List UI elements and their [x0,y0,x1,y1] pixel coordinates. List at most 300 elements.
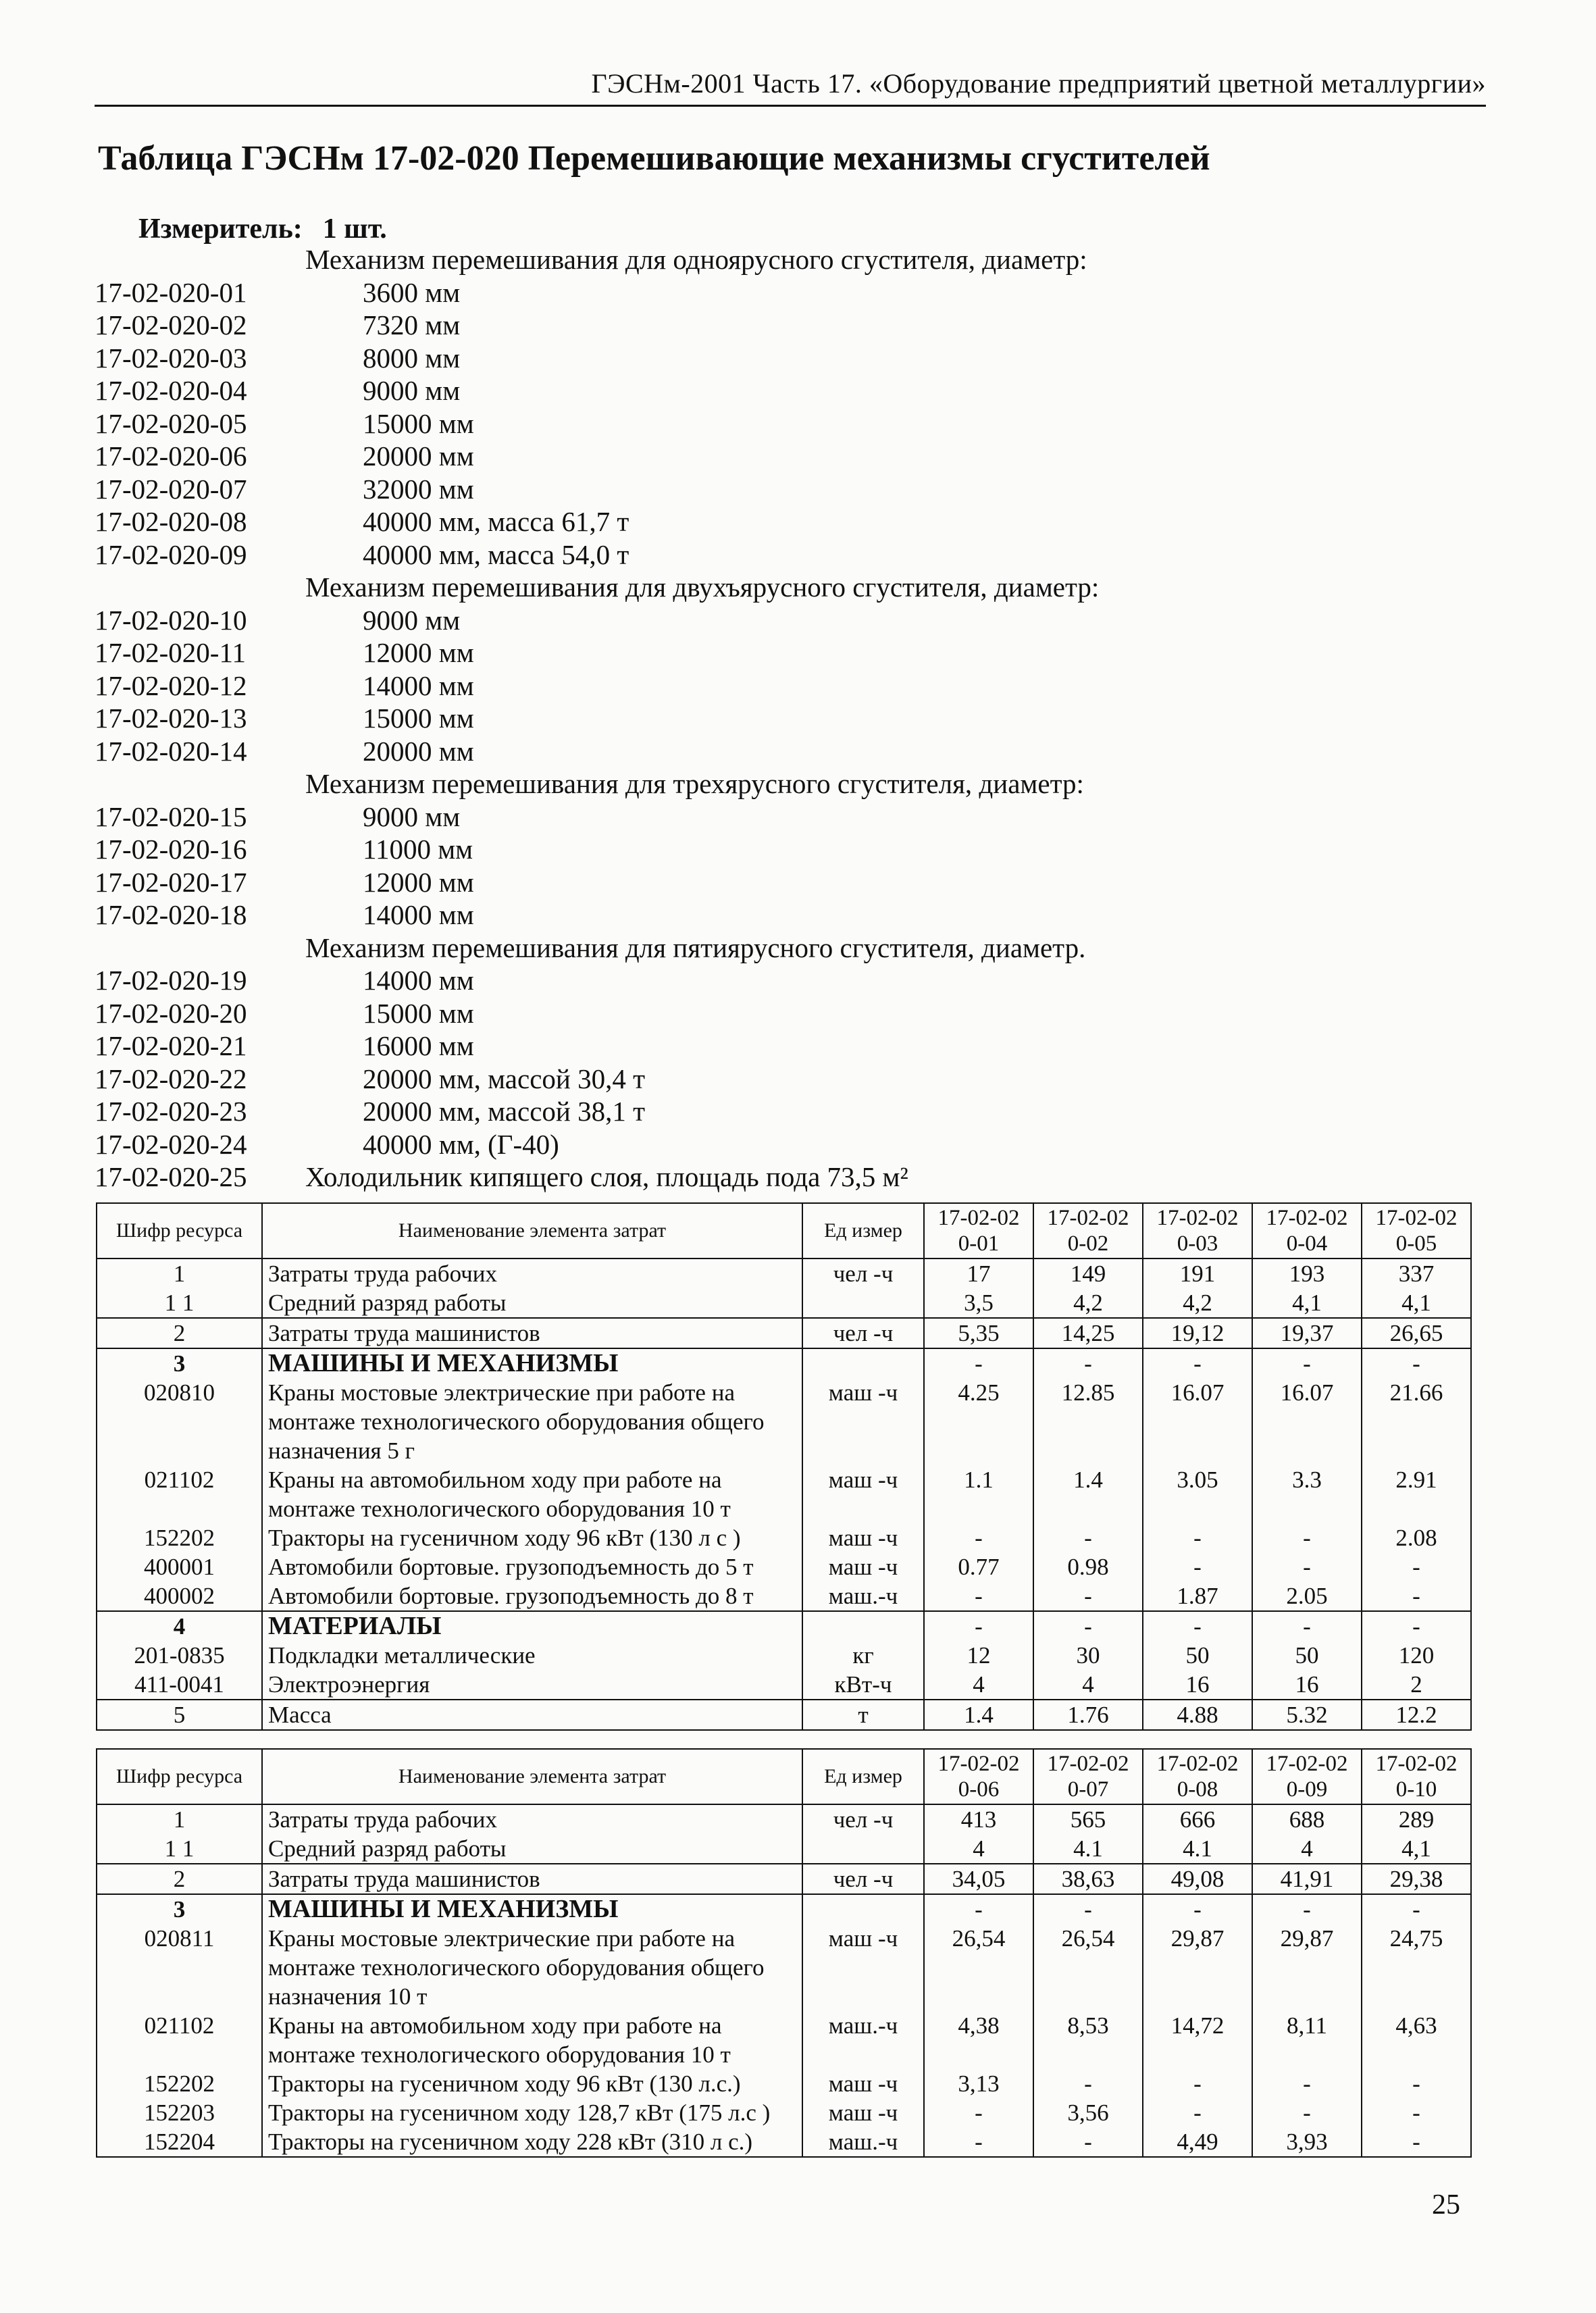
unit-of-measure: чел -ч [802,1864,924,1894]
table-row [97,1670,1471,1700]
norm-value: - [1252,1348,1362,1378]
item-description: 15000 мм [363,407,474,439]
norm-value: 4,1 [1252,1288,1362,1318]
table-row [97,2098,1471,2127]
norm-value: 12.2 [1362,1700,1471,1730]
norm-value: 26,54 [1033,1924,1143,2011]
table-title: Таблица ГЭСНм 17-02-020 Перемешивающие механизмы сгустителей [98,139,1210,178]
item-code: 17-02-020-23 [95,1096,247,1127]
item-code: 17-02-020-22 [95,1063,247,1094]
item-code: 17-02-020-19 [95,965,247,996]
norm-value: 4,2 [1143,1288,1252,1318]
code-line [95,800,1445,834]
norm-value: - [1143,1611,1252,1641]
norm-value: 2 [1362,1670,1471,1700]
code-line [95,342,1445,375]
cost-element-name: Масса [262,1700,802,1730]
item-code: 17-02-020-06 [95,440,247,472]
cost-element-name: Краны на автомобильном ходу при работе на монтаже технологического оборудования 10 т [262,2011,802,2069]
item-code: 17-02-020-21 [95,1030,247,1061]
norm-value: 19,12 [1143,1318,1252,1348]
code-line [95,1095,1445,1128]
header-code: Шифр ресурса [97,1203,262,1259]
resource-code: 020811 [97,1924,262,2011]
norm-value: - [1033,1611,1143,1641]
page-number: 25 [1432,2189,1460,2220]
norm-value: 1.87 [1143,1581,1252,1611]
header-norm-code: 17-02-020-03 [1143,1203,1252,1259]
cost-element-name: МАШИНЫ И МЕХАНИЗМЫ [262,1348,802,1378]
unit-of-measure [802,1611,924,1641]
norm-value: - [1252,2069,1362,2098]
item-description: 15000 мм [363,997,474,1029]
norm-value: - [1143,1523,1252,1552]
resource-code: 2 [97,1318,262,1348]
norm-value: - [1143,2069,1252,2098]
item-description: 14000 мм [363,965,474,996]
table-row [97,1581,1471,1611]
unit-of-measure: маш -ч [802,2098,924,2127]
code-line [95,440,1445,473]
norm-value: 12.85 [1033,1378,1143,1465]
norm-value: 4,2 [1033,1288,1143,1318]
code-line [95,1161,1445,1194]
norm-value: 0.98 [1033,1552,1143,1581]
resource-code: 411-0041 [97,1670,262,1700]
cost-element-name: Краны на автомобильном ходу при работе на монтаже технологического оборудования 10 т [262,1465,802,1523]
norm-value: 4 [1252,1834,1362,1864]
item-description: 11000 мм [363,834,473,865]
group-heading-text: Механизм перемешивания для пятиярусного сгустителя, диаметр. [305,932,1086,963]
norm-value: 0.77 [924,1552,1033,1581]
norm-value: - [924,2098,1033,2127]
norm-value: - [1362,2127,1471,2157]
cost-element-name: Затраты труда машинистов [262,1864,802,1894]
norm-value: 16 [1143,1670,1252,1700]
norm-value: 1.76 [1033,1700,1143,1730]
resource-code: 1 [97,1804,262,1834]
resource-code: 1 [97,1259,262,1288]
norm-value: 17 [924,1259,1033,1288]
norm-value: - [1252,1611,1362,1641]
table-row [97,1611,1471,1641]
code-line [95,604,1445,637]
item-description: 16000 мм [363,1030,474,1061]
cost-element-name: Тракторы на гусеничном ходу 96 кВт (130 л с ) [262,1523,802,1552]
unit-of-measure: маш.-ч [802,2127,924,2157]
norm-value: - [1033,1894,1143,1924]
norm-value: 1.1 [924,1465,1033,1523]
code-line [95,1030,1445,1063]
measure-label: Измеритель: [138,213,303,245]
norm-value: 29,87 [1252,1924,1362,2011]
norm-value: - [1362,1581,1471,1611]
unit-of-measure [802,1834,924,1864]
norm-value: 29,87 [1143,1924,1252,2011]
norm-value: 4,38 [924,2011,1033,2069]
resource-code: 3 [97,1894,262,1924]
norm-value: 5,35 [924,1318,1033,1348]
code-line [95,374,1445,407]
unit-of-measure: чел -ч [802,1318,924,1348]
item-code: 17-02-020-13 [95,703,247,734]
norm-value: - [924,1611,1033,1641]
item-description: 40000 мм, масса 54,0 т [363,538,629,570]
table-row [97,1348,1471,1378]
table-row [97,2011,1471,2069]
code-line [95,997,1445,1030]
item-description: 15000 мм [363,703,474,734]
norm-value: - [924,1894,1033,1924]
resource-code: 1 1 [97,1288,262,1318]
code-line [95,473,1445,506]
measure-value: 1 шт. [322,213,387,245]
cost-element-name: Краны мостовые электрические при работе на монтаже технологического оборудования общего назначения 5 г [262,1378,802,1465]
norm-value: 191 [1143,1259,1252,1288]
code-line [95,669,1445,703]
norm-value: - [924,2127,1033,2157]
item-code: 17-02-020-15 [95,800,247,832]
resource-table-1 [96,1202,1472,1731]
table-row [97,1378,1471,1465]
norm-value: - [1252,1523,1362,1552]
code-list [95,243,1445,1194]
header-norm-code: 17-02-020-01 [924,1203,1033,1259]
norm-value: - [1252,1894,1362,1924]
resource-code: 201-0835 [97,1641,262,1670]
code-line [95,309,1445,342]
item-description: 8000 мм [363,342,461,374]
item-description: Холодильник кипящего слоя, площадь пода 73,5 м² [305,1161,908,1192]
resource-code: 2 [97,1864,262,1894]
header-norm-code: 17-02-020-02 [1033,1203,1143,1259]
header-unit: Ед измер [802,1203,924,1259]
item-code: 17-02-020-16 [95,834,247,865]
norm-value: 4,63 [1362,2011,1471,2069]
norm-value: - [1033,2069,1143,2098]
norm-value: 1.4 [924,1700,1033,1730]
norm-value: 413 [924,1804,1033,1834]
item-code: 17-02-020-11 [95,637,246,668]
resource-code: 152203 [97,2098,262,2127]
cost-element-name: Затраты труда машинистов [262,1318,802,1348]
table-row [97,1834,1471,1864]
item-description: 14000 мм [363,669,474,701]
norm-value: 38,63 [1033,1864,1143,1894]
norm-value: 337 [1362,1259,1471,1288]
unit-of-measure: кВт-ч [802,1670,924,1700]
cost-element-name: Тракторы на гусеничном ходу 128,7 кВт (175 л.с ) [262,2098,802,2127]
code-line [95,735,1445,768]
norm-value: - [924,1523,1033,1552]
norm-value: 49,08 [1143,1864,1252,1894]
norm-value: 2.91 [1362,1465,1471,1523]
norm-value: 30 [1033,1641,1143,1670]
norm-value: 16.07 [1252,1378,1362,1465]
item-code: 17-02-020-14 [95,735,247,767]
item-description: 20000 мм, массой 30,4 т [363,1063,646,1094]
norm-value: 50 [1252,1641,1362,1670]
norm-value: 8,11 [1252,2011,1362,2069]
table-row [97,2127,1471,2157]
table-row [97,1924,1471,2011]
norm-value: 4.25 [924,1378,1033,1465]
group-heading-text: Механизм перемешивания для двухъярусного сгустителя, диаметр: [305,571,1100,603]
code-line [95,866,1445,899]
unit-of-measure: маш -ч [802,1465,924,1523]
group-heading-text: Механизм перемешивания для трехярусного сгустителя, диаметр: [305,768,1084,799]
code-line [95,702,1445,735]
norm-value: 24,75 [1362,1924,1471,2011]
item-code: 17-02-020-02 [95,309,247,340]
item-code: 17-02-020-12 [95,669,247,701]
cost-element-name: Тракторы на гусеничном ходу 228 кВт (310 л с.) [262,2127,802,2157]
table-row [97,1288,1471,1318]
group-heading-text: Механизм перемешивания для одноярусного сгустителя, диаметр: [305,244,1087,275]
norm-value: 193 [1252,1259,1362,1288]
item-code: 17-02-020-03 [95,342,247,374]
table-row [97,1804,1471,1834]
norm-value: 4,49 [1143,2127,1252,2157]
unit-of-measure: т [802,1700,924,1730]
group-heading [95,243,1445,276]
code-line [95,276,1445,309]
norm-value: - [1143,2098,1252,2127]
resource-code: 5 [97,1700,262,1730]
code-line [95,407,1445,440]
item-code: 17-02-020-18 [95,899,247,930]
cost-element-name: Затраты труда рабочих [262,1259,802,1288]
norm-value: 3.05 [1143,1465,1252,1523]
norm-value: 19,37 [1252,1318,1362,1348]
norm-value: - [924,1348,1033,1378]
cost-element-name: Автомобили бортовые. грузоподъемность до 8 т [262,1581,802,1611]
norm-value: 3,5 [924,1288,1033,1318]
item-code: 17-02-020-10 [95,604,247,636]
norm-value: 3,13 [924,2069,1033,2098]
norm-value: - [1033,1523,1143,1552]
running-header: ГЭСНм-2001 Часть 17. «Оборудование предприятий цветной металлургии» [95,68,1486,107]
norm-value: 688 [1252,1804,1362,1834]
item-description: 9000 мм [363,375,461,406]
item-code: 17-02-020-01 [95,276,247,308]
table-row [97,1894,1471,1924]
norm-value: - [1362,1552,1471,1581]
table-row [97,1864,1471,1894]
header-name: Наименование элемента затрат [262,1749,802,1804]
resource-code: 3 [97,1348,262,1378]
norm-value: 1.4 [1033,1465,1143,1523]
norm-value: 565 [1033,1804,1143,1834]
norm-value: 5.32 [1252,1700,1362,1730]
code-line [95,505,1445,538]
resource-code: 020810 [97,1378,262,1465]
norm-value: 4,1 [1362,1288,1471,1318]
item-description: 20000 мм [363,440,474,472]
table-row [97,2069,1471,2098]
header-unit: Ед измер [802,1749,924,1804]
norm-value: 3.3 [1252,1465,1362,1523]
item-description: 7320 мм [363,309,461,340]
group-heading [95,571,1445,604]
norm-value: - [1143,1894,1252,1924]
norm-value: - [1362,1348,1471,1378]
norm-value: 4,1 [1362,1834,1471,1864]
norm-value: 2.08 [1362,1523,1471,1552]
unit-of-measure: маш.-ч [802,2011,924,2069]
norm-value: - [1362,1611,1471,1641]
cost-element-name: МАШИНЫ И МЕХАНИЗМЫ [262,1894,802,1924]
code-line [95,538,1445,571]
norm-value: 3,93 [1252,2127,1362,2157]
group-heading [95,932,1445,965]
unit-of-measure: маш -ч [802,2069,924,2098]
item-description: 3600 мм [363,276,461,308]
header-norm-code: 17-02-020-09 [1252,1749,1362,1804]
unit-of-measure [802,1894,924,1924]
item-code: 17-02-020-24 [95,1128,247,1160]
norm-value: 4.1 [1143,1834,1252,1864]
item-code: 17-02-020-17 [95,866,247,898]
unit-of-measure: чел -ч [802,1259,924,1288]
table-row [97,1259,1471,1288]
norm-value: - [1033,1581,1143,1611]
table-row [97,1700,1471,1730]
measure-line [138,213,407,245]
group-heading [95,767,1445,800]
norm-value: 4.88 [1143,1700,1252,1730]
norm-value: 12 [924,1641,1033,1670]
cost-element-name: Средний разряд работы [262,1288,802,1318]
table-row [97,1523,1471,1552]
resource-code: 400002 [97,1581,262,1611]
item-description: 12000 мм [363,866,474,898]
resource-code: 152202 [97,1523,262,1552]
unit-of-measure [802,1348,924,1378]
code-line [95,964,1445,997]
cost-element-name: Затраты труда рабочих [262,1804,802,1834]
table-header-row [97,1203,1471,1259]
item-description: 40000 мм, масса 61,7 т [363,506,629,537]
header-norm-code: 17-02-020-06 [924,1749,1033,1804]
unit-of-measure: кг [802,1641,924,1670]
item-code: 17-02-020-20 [95,997,247,1029]
resource-code: 4 [97,1611,262,1641]
norm-value: 8,53 [1033,2011,1143,2069]
cost-element-name: Средний разряд работы [262,1834,802,1864]
norm-value: - [1143,1552,1252,1581]
norm-value: 14,25 [1033,1318,1143,1348]
cost-element-name: МАТЕРИАЛЫ [262,1611,802,1641]
item-description: 20000 мм [363,735,474,767]
table-row [97,1641,1471,1670]
norm-value: 26,65 [1362,1318,1471,1348]
header-norm-code: 17-02-020-05 [1362,1203,1471,1259]
table-row [97,1552,1471,1581]
header-norm-code: 17-02-020-10 [1362,1749,1471,1804]
norm-value: - [924,1581,1033,1611]
unit-of-measure: маш -ч [802,1523,924,1552]
norm-value: 16.07 [1143,1378,1252,1465]
resource-code: 1 1 [97,1834,262,1864]
norm-value: 41,91 [1252,1864,1362,1894]
norm-value: 50 [1143,1641,1252,1670]
resource-code: 021102 [97,1465,262,1523]
norm-value: 120 [1362,1641,1471,1670]
table-header-row [97,1749,1471,1804]
norm-value: 16 [1252,1670,1362,1700]
header-norm-code: 17-02-020-04 [1252,1203,1362,1259]
cost-element-name: Электроэнергия [262,1670,802,1700]
norm-value: - [1252,1552,1362,1581]
item-code: 17-02-020-07 [95,473,247,505]
resource-code: 152202 [97,2069,262,2098]
cost-element-name: Автомобили бортовые. грузоподъемность до 5 т [262,1552,802,1581]
item-code: 17-02-020-25 [95,1161,247,1192]
resource-code: 400001 [97,1552,262,1581]
cost-element-name: Подкладки металлические [262,1641,802,1670]
norm-value: - [1362,1894,1471,1924]
norm-value: - [1362,2098,1471,2127]
unit-of-measure: маш -ч [802,1378,924,1465]
resource-code: 152204 [97,2127,262,2157]
item-code: 17-02-020-05 [95,407,247,439]
item-code: 17-02-020-08 [95,506,247,537]
item-description: 9000 мм [363,604,461,636]
code-line [95,833,1445,866]
norm-value: 26,54 [924,1924,1033,2011]
norm-value: 3,56 [1033,2098,1143,2127]
header-norm-code: 17-02-020-07 [1033,1749,1143,1804]
norm-value: 4 [924,1670,1033,1700]
item-description: 20000 мм, массой 38,1 т [363,1096,646,1127]
norm-value: - [1033,1348,1143,1378]
norm-value: 4.1 [1033,1834,1143,1864]
norm-value: 14,72 [1143,2011,1252,2069]
norm-value: 149 [1033,1259,1143,1288]
code-line [95,898,1445,932]
header-code: Шифр ресурса [97,1749,262,1804]
norm-value: 4 [1033,1670,1143,1700]
unit-of-measure: маш -ч [802,1924,924,2011]
unit-of-measure: чел -ч [802,1804,924,1834]
header-name: Наименование элемента затрат [262,1203,802,1259]
norm-value: - [1252,2098,1362,2127]
norm-value: - [1362,2069,1471,2098]
item-code: 17-02-020-04 [95,375,247,406]
norm-value: 2.05 [1252,1581,1362,1611]
resource-table-2 [96,1748,1472,2158]
norm-value: 29,38 [1362,1864,1471,1894]
unit-of-measure [802,1288,924,1318]
item-description: 14000 мм [363,899,474,930]
cost-element-name: Тракторы на гусеничном ходу 96 кВт (130 л.с.) [262,2069,802,2098]
norm-value: 21.66 [1362,1378,1471,1465]
item-description: 32000 мм [363,473,474,505]
unit-of-measure: маш -ч [802,1552,924,1581]
code-line [95,1128,1445,1161]
item-description: 12000 мм [363,637,474,668]
header-norm-code: 17-02-020-08 [1143,1749,1252,1804]
norm-value: - [1033,2127,1143,2157]
table-row [97,1318,1471,1348]
cost-element-name: Краны мостовые электрические при работе на монтаже технологического оборудования общего назначения 10 т [262,1924,802,2011]
table-row [97,1465,1471,1523]
item-description: 9000 мм [363,800,461,832]
item-description: 40000 мм, (Г-40) [363,1128,559,1160]
code-line [95,636,1445,669]
code-line [95,1063,1445,1096]
